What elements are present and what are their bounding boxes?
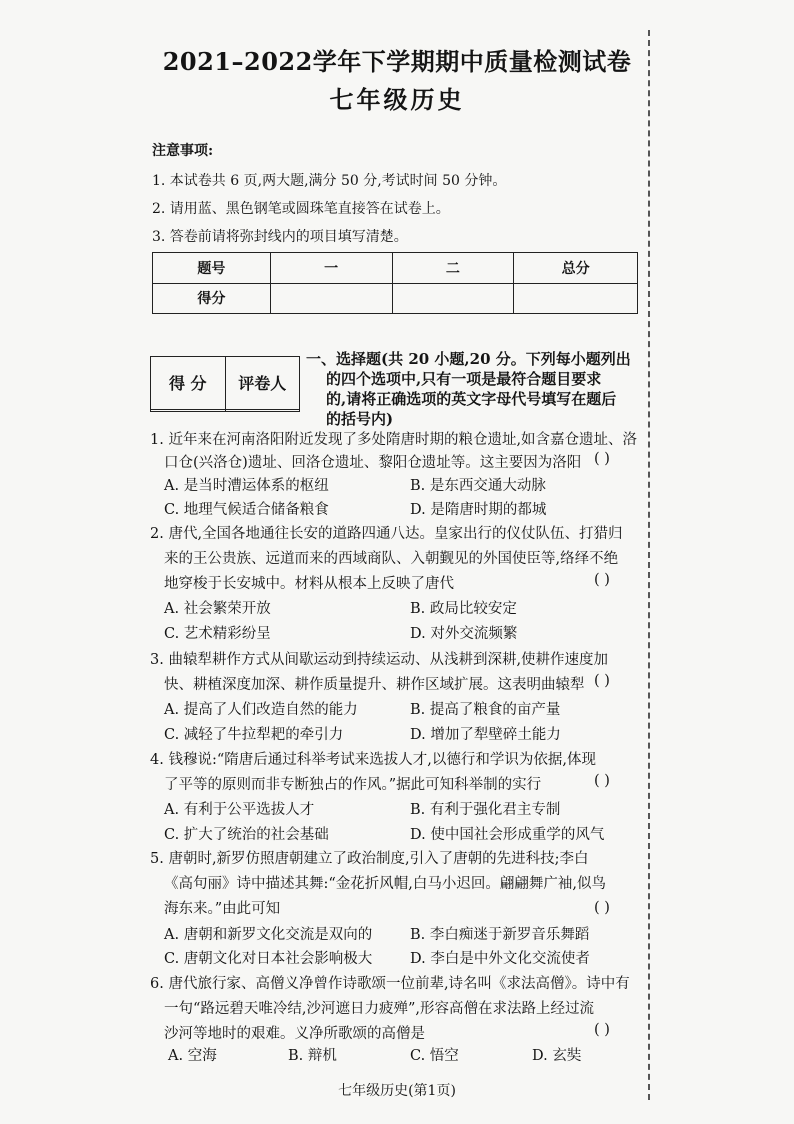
question-4-option-c: C. 扩大了统治的社会基础 (164, 827, 329, 843)
question-1-option-d: D. 是隋唐时期的都城 (410, 502, 547, 518)
score-row-label: 得分 (153, 283, 271, 314)
question-5-text: 《高句丽》诗中描述其舞:“金花折风帽,白马小迟回。翩翩舞广袖,似鸟 (164, 876, 607, 892)
question-5-text: 海东来。”由此可知 (164, 901, 281, 917)
answer-bracket[interactable]: ( ) (594, 451, 610, 467)
question-2-text: 2. 唐代,全国各地通往长安的道路四通八达。皇家出行的仪仗队伍、打猎归 (150, 526, 623, 542)
question-3-option-c: C. 减轻了牛拉犁耙的牵引力 (164, 727, 344, 743)
question-3-text: 快、耕植深度加深、耕作质量提升、耕作区域扩展。这表明曲辕犁 (164, 677, 585, 693)
exam-subtitle: 七年级历史 (329, 85, 465, 114)
answer-bracket[interactable]: ( ) (594, 673, 610, 689)
score-table-header: 总分 (514, 253, 638, 284)
notice-item: 3. 答卷前请将弥封线内的项目填写清楚。 (152, 229, 408, 245)
section-instruction: 的四个选项中,只有一项是最符合题目要求 (326, 370, 602, 388)
question-6-text: 6. 唐代旅行家、高僧义净曾作诗歌颂一位前辈,诗名叫《求法高僧》。诗中有 (150, 976, 630, 992)
question-2-option-c: C. 艺术精彩纷呈 (164, 626, 271, 642)
question-1-option-a: A. 是当时漕运体系的枢纽 (164, 478, 329, 494)
question-3-text: 3. 曲辕犁耕作方式从间歇运动到持续运动、从浅耕到深耕,使耕作速度加 (150, 652, 609, 668)
question-4-option-b: B. 有利于强化君主专制 (410, 802, 561, 818)
notice-item: 1. 本试卷共 6 页,两大题,满分 50 分,考试时间 50 分钟。 (152, 173, 507, 189)
answer-bracket[interactable]: ( ) (594, 572, 610, 588)
question-6-text: 沙河等地时的艰难。义净所歌颂的高僧是 (164, 1026, 425, 1042)
score-table-header: 二 (392, 253, 514, 284)
section-instruction: 的括号内) (326, 410, 394, 428)
notice-heading: 注意事项: (152, 143, 214, 159)
notice-item: 2. 请用蓝、黑色钢笔或圆珠笔直接答在试卷上。 (152, 201, 450, 217)
question-6-option-c: C. 悟空 (410, 1048, 459, 1064)
question-2-option-b: B. 政局比较安定 (410, 601, 517, 617)
question-2-text: 来的王公贵族、远道而来的西域商队、入朝觐见的外国使臣等,络绎不绝 (164, 551, 619, 567)
section-instruction: 的,请将正确选项的英文字母代号填写在题后 (326, 390, 617, 408)
answer-bracket[interactable]: ( ) (594, 1022, 610, 1038)
question-3-option-a: A. 提高了人们改造自然的能力 (164, 702, 358, 718)
question-1-option-b: B. 是东西交通大动脉 (410, 478, 546, 494)
grader-score-label: 得 分 (151, 357, 226, 410)
question-5-option-b: B. 李白痴迷于新罗音乐舞蹈 (410, 927, 590, 943)
score-cell[interactable] (392, 283, 514, 314)
score-table-header: 一 (270, 253, 392, 284)
question-6-text: 一句“路远碧天唯冷结,沙河遮日力疲殚”,形容高僧在求法路上经过流 (164, 1001, 595, 1017)
question-3-option-d: D. 增加了犁壁碎土能力 (410, 727, 561, 743)
question-4-text: 4. 钱穆说:“隋唐后通过科举考试来选拔人才,以德行和学识为依据,体现 (150, 752, 596, 768)
grader-name-label: 评卷人 (225, 357, 300, 410)
question-5-text: 5. 唐朝时,新罗仿照唐朝建立了政治制度,引入了唐朝的先进科技;李白 (150, 851, 589, 867)
question-2-option-d: D. 对外交流频繁 (410, 626, 518, 642)
grader-name-cell[interactable] (225, 409, 300, 411)
seal-line (648, 30, 650, 1100)
score-cell[interactable] (270, 283, 392, 314)
question-2-text: 地穿梭于长安城中。材料从根本上反映了唐代 (164, 576, 454, 592)
score-table-header: 题号 (153, 253, 271, 284)
question-6-option-a: A. 空海 (168, 1048, 217, 1064)
question-1-text: 1. 近年来在河南洛阳附近发现了多处隋唐时期的粮仓遗址,如含嘉仓遗址、洛 (150, 432, 638, 448)
page-footer: 七年级历史(第1页) (338, 1083, 456, 1099)
question-6-option-d: D. 玄奘 (532, 1048, 582, 1064)
score-cell[interactable] (514, 283, 638, 314)
question-4-option-d: D. 使中国社会形成重学的风气 (410, 827, 605, 843)
grader-table (150, 356, 300, 412)
answer-bracket[interactable]: ( ) (594, 773, 610, 789)
grader-score-cell[interactable] (151, 409, 226, 411)
question-5-option-d: D. 李白是中外文化交流使者 (410, 951, 590, 967)
question-4-option-a: A. 有利于公平选拔人才 (164, 802, 315, 818)
question-6-option-b: B. 辩机 (288, 1048, 337, 1064)
question-5-option-a: A. 唐朝和新罗文化交流是双向的 (164, 927, 373, 943)
answer-bracket[interactable]: ( ) (594, 900, 610, 916)
score-table (152, 252, 638, 314)
question-1-text: 口仓(兴洛仓)遗址、回洛仓遗址、黎阳仓遗址等。这主要因为洛阳 (164, 455, 582, 471)
question-2-option-a: A. 社会繁荣开放 (164, 601, 271, 617)
question-4-text: 了平等的原则而非专断独占的作风。”据此可知科举制的实行 (164, 777, 542, 793)
exam-title: 2021–2022学年下学期期中质量检测试卷 (162, 47, 632, 76)
question-1-option-c: C. 地理气候适合储备粮食 (164, 502, 329, 518)
section-instruction: 一、选择题(共 20 小题,20 分。下列每小题列出 (306, 350, 631, 368)
question-5-option-c: C. 唐朝文化对日本社会影响极大 (164, 951, 373, 967)
question-3-option-b: B. 提高了粮食的亩产量 (410, 702, 561, 718)
